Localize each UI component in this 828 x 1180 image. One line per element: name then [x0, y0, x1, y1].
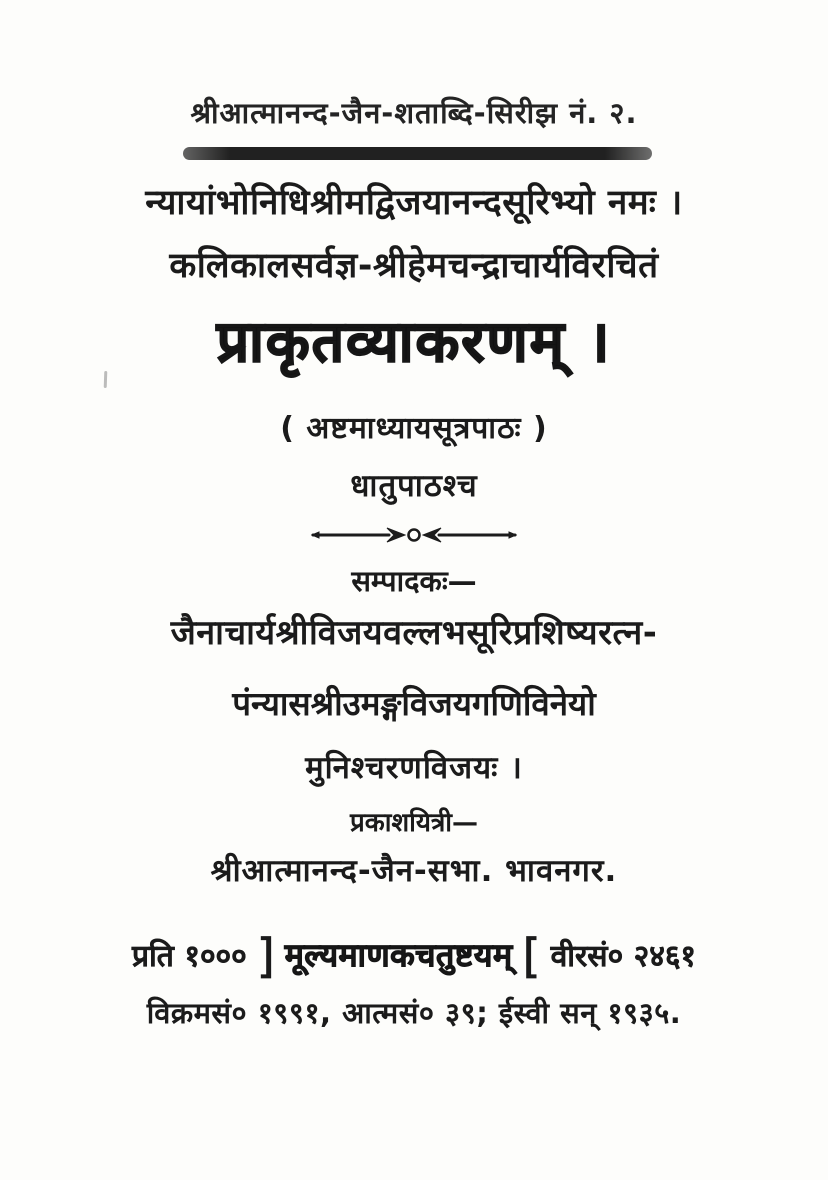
book-title: प्राकृतव्याकरणम् ।: [216, 309, 612, 375]
editor-name-line: मुनिश्चरणविजयः ।: [305, 750, 523, 786]
closing-bracket: ]: [256, 929, 275, 983]
composer-line: कलिकालसर्वज्ञ-श्रीहेमचन्द्राचार्यविरचितं: [169, 246, 659, 286]
publisher-heading: प्रकाशयित्री—: [349, 808, 479, 838]
ornament-divider: [0, 524, 828, 550]
invocation-line: न्यायांभोनिधिश्रीमद्विजयानन्दसूरिभ्यो नमः ।: [145, 183, 683, 223]
subtitle-paren: ( अष्टमाध्यायसूत्रपाठः ): [280, 411, 548, 446]
series-line: श्रीआत्मानन्द-जैन-शताब्दि-सिरीझ नं. २.: [190, 96, 638, 130]
arrow-circle-divider-icon: [309, 524, 519, 546]
opening-bracket: [: [522, 929, 541, 983]
era-date-line: विक्रमसं० १९९१, आत्मसं० ३९; ईस्वी सन् १९३५.: [146, 996, 682, 1030]
editor-lineage-line: जैनाचार्यश्रीविजयवल्लभसूरिप्रशिष्यरत्न-: [170, 613, 658, 653]
editor-teacher-line: पंन्यासश्रीउमङ्गविजयगणिविनेयो: [232, 684, 596, 723]
vira-samvat-year: वीरसं० २४६१: [550, 939, 697, 974]
editor-heading: सम्पादकः—: [351, 564, 477, 598]
imprint-line: [0, 929, 828, 983]
edition-copies: प्रति १०००: [131, 939, 247, 974]
price-text: मूल्यमाणकचतुष्टयम्: [284, 936, 513, 974]
page-edge-mark: [104, 371, 108, 388]
publisher-line: श्रीआत्मानन्द-जैन-सभा. भावनगर.: [210, 853, 618, 889]
separator-bar: [183, 147, 652, 160]
subtitle-dhatupatha: धातुपाठश्च: [350, 468, 478, 504]
